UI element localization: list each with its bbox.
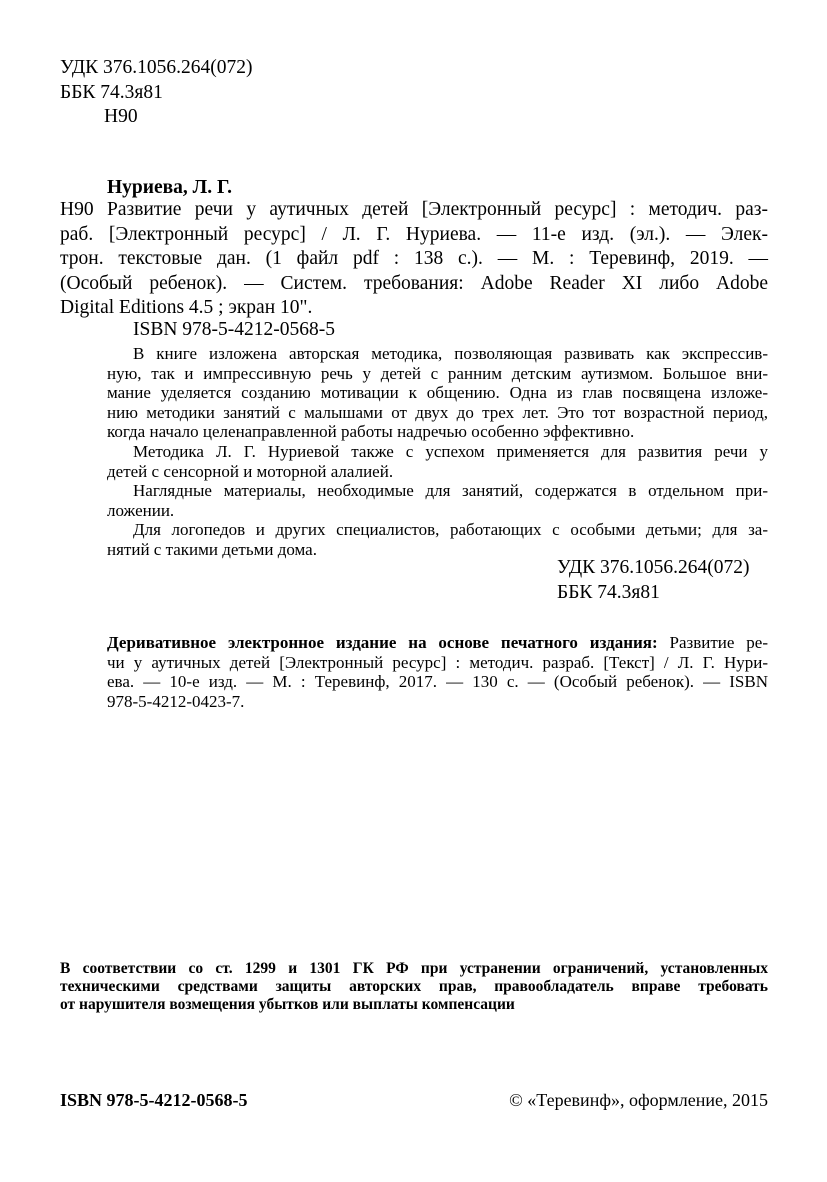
- classification-block: [60, 56, 253, 130]
- annotation-line: детей с сенсорной и моторной алалией.: [107, 461, 394, 481]
- annotation-classification: [557, 556, 750, 605]
- bbk-code: ББК 74.3я81: [60, 81, 163, 103]
- author-mark: Н90: [104, 106, 138, 127]
- description-line: Развитие речи у аутичных детей [Электронный ресурс] : методич. раз-: [107, 199, 768, 220]
- footer-isbn: ISBN 978-5-4212-0568-5: [60, 1090, 248, 1110]
- annotation-line: когда начало целенаправленной работы надречью особенно эффективно.: [107, 422, 635, 442]
- description-line: трон. текстовые дан. (1 файл pdf : 138 с.). — М. : Теревинф, 2019. —: [60, 248, 768, 269]
- legal-line: техническими средствами защиты авторских прав, правообладатель вправе требовать: [60, 978, 768, 995]
- description-line: (Особый ребенок). — Систем. требования: Adobe Reader XI либо Adobe: [60, 272, 768, 294]
- author-heading: Нуриева, Л. Г.: [107, 177, 233, 198]
- legal-line: от нарушителя возмещения убытков или выплаты компенсации: [60, 996, 515, 1013]
- annotation-line: Для логопедов и других специалистов, работающих с особыми детьми; для за-: [133, 520, 768, 540]
- description-line: Digital Editions 4.5 ; экран 10".: [60, 297, 313, 318]
- legal-line: В соответствии со ст. 1299 и 1301 ГК РФ при устранении ограничений, установленных: [60, 960, 768, 977]
- derivative-title-start: Развитие ре-: [669, 633, 769, 652]
- annotation-udk: УДК 376.1056.264(072): [557, 557, 750, 578]
- annotation-bbk: ББК 74.3я81: [557, 581, 660, 603]
- derivative-label: Деривативное электронное издание на основе печатного издания:: [107, 633, 658, 652]
- annotation-line: ложении.: [107, 500, 175, 520]
- annotation-line: ную, так и импрессивную речь у детей с ранним детским аутизмом. Большое вни-: [107, 363, 768, 383]
- annotation-line: нятий с такими детьми дома.: [107, 539, 317, 559]
- udk-code: УДК 376.1056.264(072): [60, 57, 253, 78]
- annotation-line: Методика Л. Г. Нуриевой также с успехом применяется для развития речи у: [133, 441, 768, 461]
- derivative-line: ева. — 10-е изд. — М. : Теревинф, 2017. — 130 с. — (Особый ребенок). — ISBN: [107, 672, 768, 692]
- annotation-line: нию методики занятий с малышами от двух до трех лет. Это тот возрастной период,: [107, 402, 768, 422]
- footer-copyright: © «Теревинф», оформление, 2015: [509, 1090, 768, 1110]
- derivative-note: [107, 633, 768, 711]
- record-author-mark: Н90: [60, 199, 94, 220]
- derivative-line: чи у аутичных детей [Электронный ресурс] : методич. разраб. [Текст] / Л. Г. Нури-: [107, 652, 768, 672]
- annotation-line: Наглядные материалы, необходимые для занятий, содержатся в отдельном при-: [133, 481, 768, 501]
- annotation-line: мание уделяется созданию мотивации к общению. Одна из глав посвящена изложе-: [107, 383, 768, 403]
- derivative-line: 978-5-4212-0423-7.: [107, 691, 245, 711]
- annotation-line: В книге изложена авторская методика, позволяющая развивать как экспрессив-: [133, 344, 768, 363]
- legal-notice: [60, 960, 768, 1014]
- derivative-line: [107, 633, 768, 653]
- record-isbn: ISBN 978-5-4212-0568-5: [133, 319, 336, 340]
- description-line: раб. [Электронный ресурс] / Л. Г. Нуриева. — 11-е изд. (эл.). — Элек-: [60, 223, 768, 245]
- annotation: [107, 344, 768, 560]
